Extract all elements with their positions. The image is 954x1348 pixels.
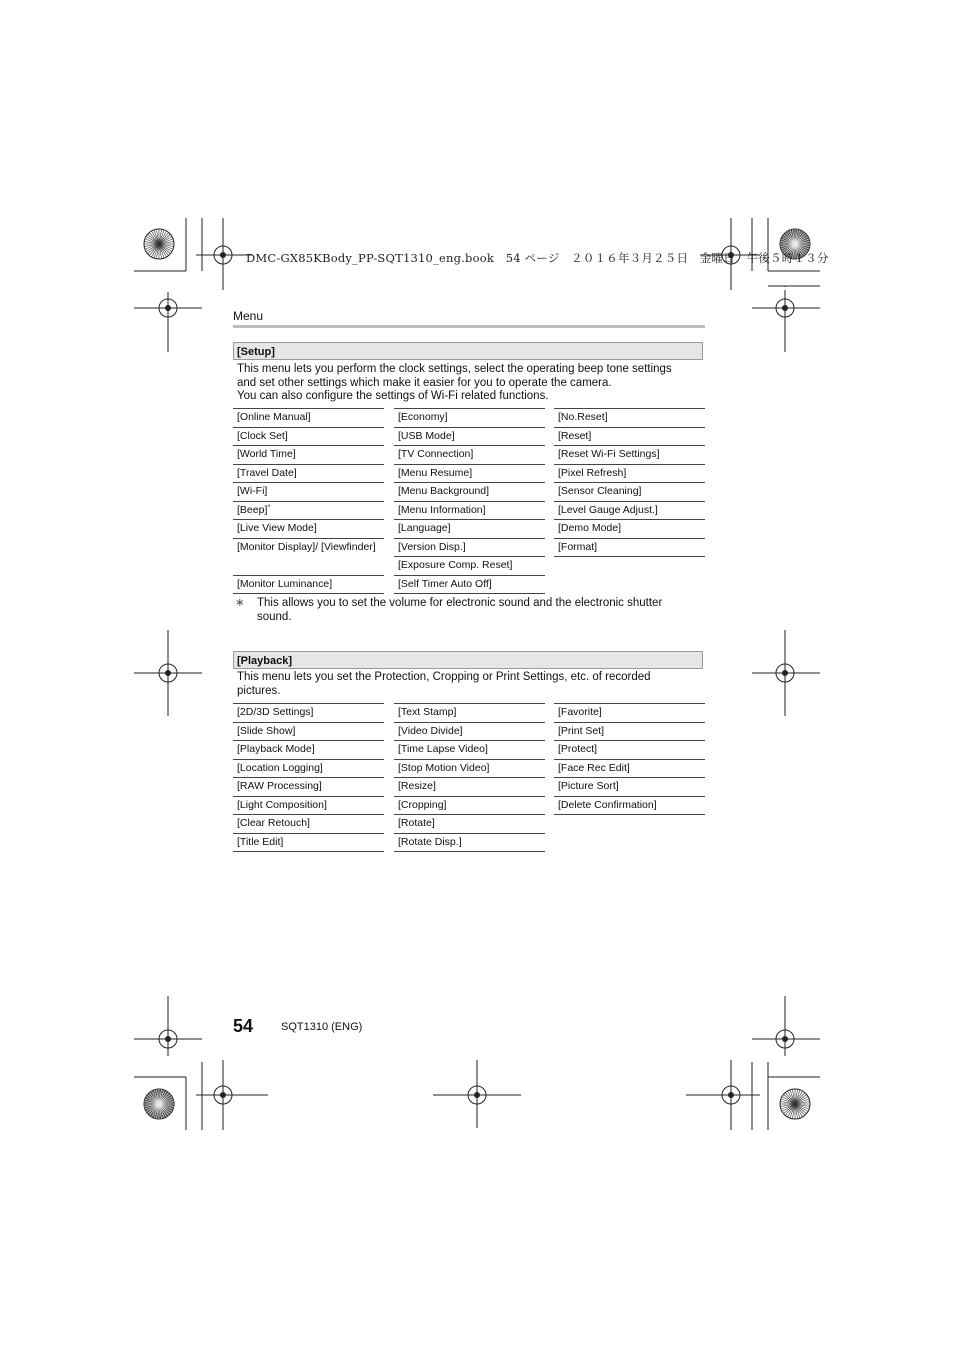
setup-column-1 [233, 408, 384, 594]
setup-item: [Reset] [554, 427, 705, 446]
playback-item: [Video Divide] [394, 722, 545, 741]
playback-item: [Cropping] [394, 796, 545, 815]
setup-item: [TV Connection] [394, 445, 545, 464]
registration-starburst-icon [144, 1089, 174, 1119]
setup-item: [Travel Date] [233, 464, 384, 483]
playback-item: [Picture Sort] [554, 777, 705, 796]
playback-item: [Rotate] [394, 814, 545, 833]
footnote-line: sound. [257, 610, 292, 623]
playback-column-3 [554, 703, 705, 815]
footnote-marker: * [267, 502, 271, 512]
registration-starburst-icon [144, 229, 174, 259]
setup-item: [Menu Background] [394, 482, 545, 501]
setup-item: [Monitor Display]/ [Viewfinder] [233, 538, 384, 575]
playback-description-line: This menu lets you set the Protection, Cropping or Print Settings, etc. of recorded [237, 671, 651, 683]
playback-heading: [Playback] [233, 651, 703, 669]
playback-item: [Playback Mode] [233, 740, 384, 759]
setup-item: [Exposure Comp. Reset] [394, 556, 545, 575]
setup-column-2 [394, 408, 545, 594]
setup-item: [Sensor Cleaning] [554, 482, 705, 501]
playback-item: [Print Set] [554, 722, 705, 741]
playback-item: [Delete Confirmation] [554, 796, 705, 815]
setup-item-beep [233, 501, 384, 520]
playback-column-2 [394, 703, 545, 852]
setup-item-label: [Beep] [237, 503, 268, 516]
playback-item: [Title Edit] [233, 833, 384, 852]
setup-item: [Monitor Luminance] [233, 575, 384, 594]
setup-item: [Language] [394, 519, 545, 538]
page-number: 54 [233, 1016, 254, 1036]
setup-item: [Menu Resume] [394, 464, 545, 483]
document-code: SQT1310 (ENG) [281, 1021, 363, 1033]
setup-description-line: and set other settings which make it easier for you to operate the camera. [237, 376, 612, 389]
playback-item: [Resize] [394, 777, 545, 796]
setup-item: [Menu Information] [394, 501, 545, 520]
playback-description-line: pictures. [237, 684, 281, 697]
setup-item: [Reset Wi-Fi Settings] [554, 445, 705, 464]
setup-item: [Level Gauge Adjust.] [554, 501, 705, 520]
section-rule [233, 325, 705, 328]
setup-item: [Clock Set] [233, 427, 384, 446]
playback-description [233, 671, 705, 698]
setup-item: [Self Timer Auto Off] [394, 575, 545, 594]
playback-item: [Text Stamp] [394, 703, 545, 722]
playback-item: [Favorite] [554, 703, 705, 722]
playback-item: [Light Composition] [233, 796, 384, 815]
setup-item: [Format] [554, 538, 705, 557]
playback-item: [Slide Show] [233, 722, 384, 741]
playback-item: [Location Logging] [233, 759, 384, 778]
setup-item: [Pixel Refresh] [554, 464, 705, 483]
setup-item: [World Time] [233, 445, 384, 464]
setup-footnote [233, 597, 705, 624]
setup-item: [Wi-Fi] [233, 482, 384, 501]
playback-item: [Face Rec Edit] [554, 759, 705, 778]
setup-heading: [Setup] [233, 342, 703, 360]
setup-description-line: This menu lets you perform the clock settings, select the operating beep tone settings [237, 363, 672, 375]
setup-item: [Version Disp.] [394, 538, 545, 557]
footnote-symbol: ∗ [235, 597, 245, 609]
setup-column-3 [554, 408, 705, 557]
playback-item: [Time Lapse Video] [394, 740, 545, 759]
playback-item: [Stop Motion Video] [394, 759, 545, 778]
playback-item: [RAW Processing] [233, 777, 384, 796]
setup-item: [Online Manual] [233, 408, 384, 427]
print-header-line: DMC-GX85KBody_PP-SQT1310_eng.book 54 ページ ２０１６年３月２５日 金曜日 午後５時１３分 [246, 251, 829, 265]
playback-item: [Rotate Disp.] [394, 833, 545, 852]
section-label: Menu [233, 309, 264, 323]
playback-item: [Protect] [554, 740, 705, 759]
setup-item: [No.Reset] [554, 408, 705, 427]
setup-item: [Demo Mode] [554, 519, 705, 538]
playback-column-1 [233, 703, 384, 852]
setup-description [233, 363, 705, 404]
setup-description-line: You can also configure the settings of Wi-Fi related functions. [237, 390, 549, 402]
setup-item: [USB Mode] [394, 427, 545, 446]
playback-item: [2D/3D Settings] [233, 703, 384, 722]
setup-item: [Live View Mode] [233, 519, 384, 538]
playback-item: [Clear Retouch] [233, 814, 384, 833]
registration-starburst-icon [780, 1089, 810, 1119]
setup-item: [Economy] [394, 408, 545, 427]
footnote-line: This allows you to set the volume for electronic sound and the electronic shutter [257, 597, 663, 609]
